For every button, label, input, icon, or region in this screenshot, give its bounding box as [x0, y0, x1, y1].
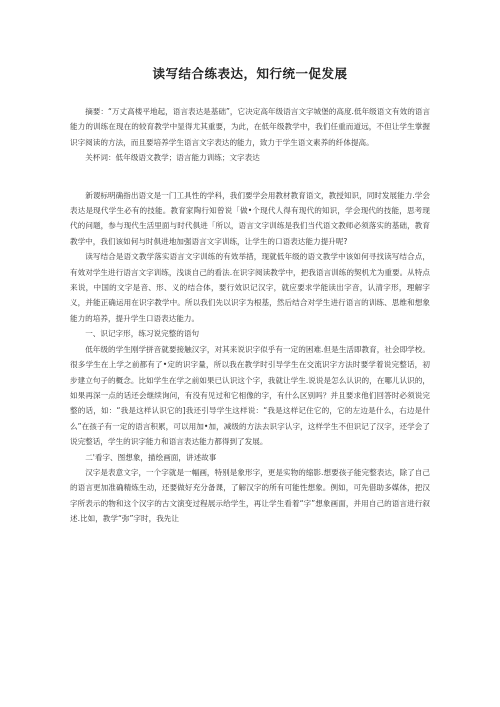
keywords-text: 关杯词：低年级语文教学；语言能力训练；文字表达 [85, 153, 260, 163]
abstract-section [70, 104, 430, 166]
section-heading: 一、识记字形，练习说完整的语句 [85, 329, 200, 339]
document-title: 读写结合练表达，知行统一促发展 [152, 66, 348, 81]
paragraph: 汉字是表意文字，一个字就是一幅画，特别是象形字，更是实物的缩影.想要孩子能完整表达，除了自己的语言更加准确精炼生动，还要做好充分备课，了解汉字的所有可能性想象。例如，可先借助多媒体，把汉字所表示的物和这个汉字的古文演变过程展示给学生，再让学生看着“字”想象画面，并用自己的语言进行叙述.比如，教学“弥”字时，我先让 [70, 467, 430, 524]
paragraph: 低年级的学生刚学拼音就要接触汉字，对其来说识字似乎有一定的困难.但是生活即教育，社会即学校。很多学生在上学之前都有了•定的识字量，所以我在教学时引导学生在交流识字方法时要学着说完整话，初步建立句子的概念。比如学生在学之前如果已认识这个字，我就让学生.说说是怎么认识的，在哪儿认识的，如果再深一点的话还会继续询问，有没有见过和它相像的字，有什么区别吗？并且要求他们回答时必须说完整的话，如：“我是这样认识它的]我还引导学生这样说：“我是这样记住它的，它的左边是什么，右边是什么”在孩子有一定的语言积累，可以用加•加，减级的方法去识字认字，这样学生不但识记了汉字，还学会了说完整话，学生的识字能力和语言表达能力都得到了发展。 [70, 344, 430, 447]
section-heading: 二'看字、图想象，描绘画面，讲述故事 [85, 452, 217, 462]
paragraph: 读写结合是语文教学落实语言文字训练的有效举措，现就低年级的语文教学中该如何寻找读写结合点，有效对学生进行语言文字训练，浅谈自己的看法.在识字阅读教学中，把我语言训练的契机尤为重要。从特点来说，中国的文字是音、形、义的结合体，要行效识记汉字，就应要求学能读出字音，认清字形，理解字义，并能正确运用在识字教学中。所以我们先以识字为根基，然后结合对学生进行语言的训练、思维和想象能力的培养，提升学生口语表达能力。 [70, 252, 430, 323]
body-text [70, 188, 430, 527]
paragraph: 新谡标明确指出语文是一门工具性的学科，我们要学会用教材教育语文，教授知识，同时发展能力.学会表达是现代学生必有的技能。教育家陶行知曾说「做•个现代人得有现代的知识，学会现代的技能，思考现代的问题，参与现代生活里面与时代俱进「所以，语言文字训练是我们当代语文教师必须落实的基础，教育教学中，我们该如何与时俱进地加强语言文字训练，让学生的口语表达能力提升呢? [70, 190, 430, 246]
abstract-text: 摘要：“万丈高楼平地起，语言表达是基础”，它决定高年级语言文字城堡的高度.低年级语文有效的语言能力的训练在现在的较育教学中显得尤其重要，为此，在低年级教学中，我们任重而道远，不但让学生掌握识字阅读的方法，而且要培养学生语言文字表达的能力，致力于学生语文素养的纤体提高。 [70, 107, 430, 147]
